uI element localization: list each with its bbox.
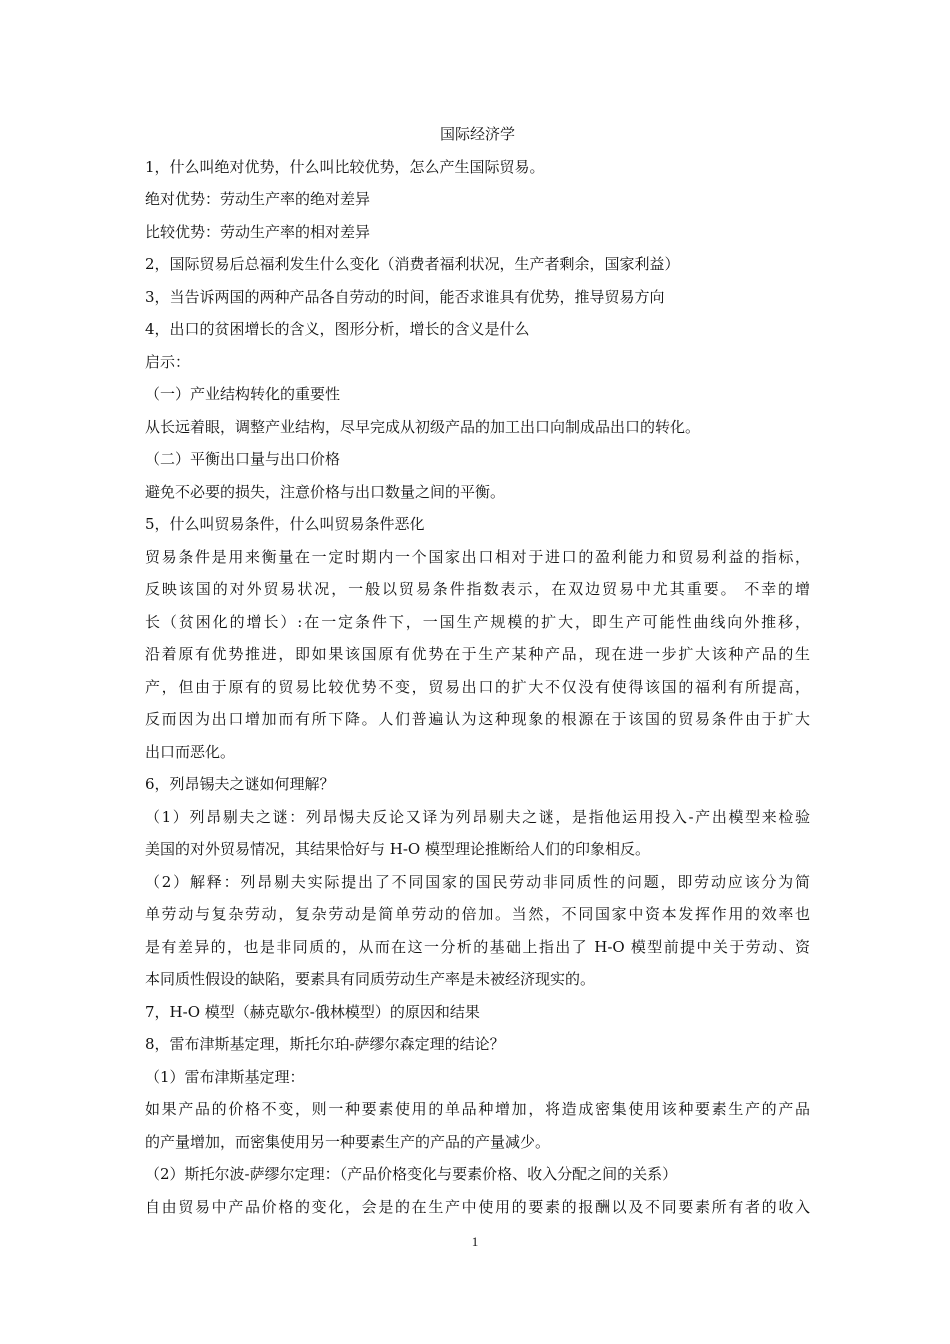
answer-8-1-line: 的产量增加，而密集使用另一种要素生产的产品的产量减少。 <box>145 1132 551 1151</box>
question-3: 3，当告诉两国的两种产品各自劳动的时间，能否求谁具有优势，推导贸易方向 <box>145 287 665 306</box>
paragraph-line: 出口而恶化。 <box>145 742 236 761</box>
question-4: 4，出口的贫困增长的含义，图形分析，增长的含义是什么 <box>145 320 530 338</box>
answer-8-2-line: 自由贸易中产品价格的变化，会是的在生产中使用的要素的报酬以及不同要素所有者的收入 <box>145 1197 810 1216</box>
insight-1-text: 从长远着眼，调整产业结构，尽早完成从初级产品的加工出口向制成品出口的转化。 <box>145 417 701 436</box>
absolute-advantage-definition: 绝对优势：劳动生产率的绝对差异 <box>145 190 371 208</box>
page-number: 1 <box>471 1234 479 1249</box>
insight-2-text: 避免不必要的损失，注意价格与出口数量之间的平衡。 <box>145 482 506 501</box>
question-7: 7，H-O 模型（赫克歇尔-俄林模型）的原因和结果 <box>145 1002 480 1021</box>
insight-1-heading: （一）产业结构转化的重要性 <box>145 385 341 403</box>
answer-6-2-line: 是有差异的，也是非同质的，从而在这一分析的基础上指出了 H-O 模型前提中关于劳动、资 <box>145 937 810 956</box>
paragraph-line: 贸易条件是用来衡量在一定时期内一个国家出口相对于进口的盈利能力和贸易利益的指标， <box>145 547 810 566</box>
question-1: 1，什么叫绝对优势，什么叫比较优势，怎么产生国际贸易。 <box>145 157 545 176</box>
document-title: 国际经济学 <box>439 125 515 143</box>
answer-6-1-line: （1）列昂剔夫之谜：列昂惕夫反论又译为列昂剔夫之谜，是指他运用投入-产出模型来检验 <box>145 807 810 826</box>
question-8: 8，雷布津斯基定理，斯托尔珀-萨缪尔森定理的结论？ <box>145 1035 505 1053</box>
answer-8-2-heading: （2）斯托尔波-萨缪尔定理：（产品价格变化与要素价格、收入分配之间的关系） <box>145 1165 678 1183</box>
insight-heading: 启示： <box>145 352 191 371</box>
question-5: 5，什么叫贸易条件，什么叫贸易条件恶化 <box>145 515 425 533</box>
answer-8-1-line: 如果产品的价格不变，则一种要素使用的单品种增加，将造成密集使用该种要素生产的产品 <box>145 1100 810 1118</box>
answer-8-1-heading: （1）雷布津斯基定理： <box>145 1067 305 1086</box>
paragraph-line: 反而因为出口增加而有所下降。人们普遍认为这种现象的根源在于该国的贸易条件由于扩大 <box>145 710 810 728</box>
paragraph-line: 长（贫困化的增长）:在一定条件下，一国生产规模的扩大，即生产可能性曲线向外推移， <box>145 612 810 631</box>
document-body <box>145 118 810 1223</box>
question-6: 6，列昂锡夫之谜如何理解？ <box>145 775 335 793</box>
answer-6-2-line: 本同质性假设的缺陷，要素具有同质劳动生产率是未被经济现实的。 <box>145 970 596 988</box>
paragraph-line: 反映该国的对外贸易状况，一般以贸易条件指数表示，在双边贸易中尤其重要。 不幸的增 <box>145 580 810 598</box>
answer-6-2-line: （2）解释：列昂剔夫实际提出了不同国家的国民劳动非同质性的问题，即劳动应该分为简 <box>145 872 810 891</box>
question-2: 2，国际贸易后总福利发生什么变化（消费者福利状况，生产者剩余，国家利益） <box>145 255 680 273</box>
answer-6-1-line: 美国的对外贸易情况，其结果恰好与 H-O 模型理论推断给人们的印象相反。 <box>145 840 650 858</box>
insight-2-heading: （二）平衡出口量与出口价格 <box>145 450 341 468</box>
comparative-advantage-definition: 比较优势：劳动生产率的相对差异 <box>145 222 371 241</box>
answer-6-2-line: 单劳动与复杂劳动，复杂劳动是简单劳动的倍加。当然，不同国家中资本发挥作用的效率也 <box>145 905 810 923</box>
paragraph-line: 产，但由于原有的贸易比较优势不变，贸易出口的扩大不仅没有使得该国的福利有所提高， <box>145 677 810 696</box>
paragraph-line: 沿着原有优势推进，即如果该国原有优势在于生产某种产品，现在进一步扩大该种产品的生 <box>145 645 810 663</box>
